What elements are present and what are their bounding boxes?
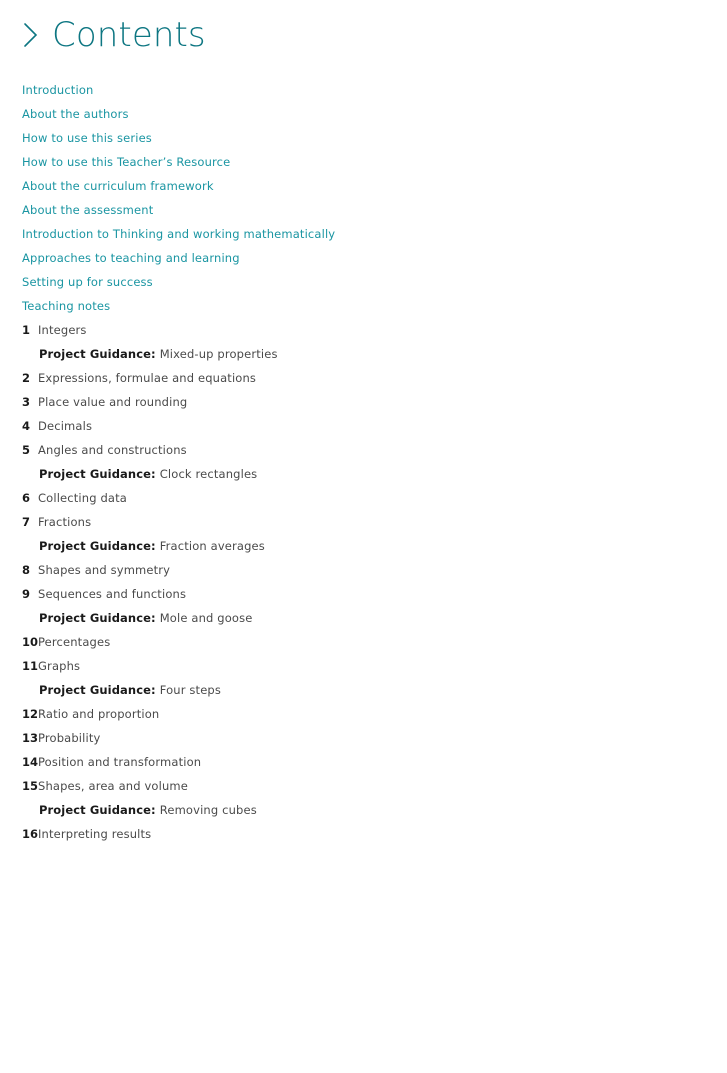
project-guidance-title: Mixed-up properties (159, 347, 278, 361)
chapter-row[interactable] (22, 654, 682, 678)
project-guidance-label: Project Guidance: (39, 683, 156, 697)
chapter-number: 7 (22, 515, 31, 529)
toc-link[interactable]: Teaching notes (22, 299, 111, 313)
project-guidance-title: Four steps (159, 683, 222, 697)
chevron-right-icon (22, 19, 39, 51)
toc-link[interactable]: About the assessment (22, 203, 154, 217)
chapter-number: 15 (22, 779, 39, 793)
toc-link[interactable]: Approaches to teaching and learning (22, 251, 240, 265)
chapter-row[interactable] (22, 822, 682, 846)
toc-link-list (22, 78, 682, 318)
chapter-row[interactable] (22, 702, 682, 726)
chapter-number: 3 (22, 395, 31, 409)
chapter-number: 1 (22, 323, 31, 337)
chapter-title: Ratio and proportion (38, 707, 160, 721)
chapter-row[interactable] (22, 582, 682, 606)
chapter-title: Integers (38, 323, 87, 337)
chapter-number: 4 (22, 419, 31, 433)
chapter-title: Shapes, area and volume (38, 779, 188, 793)
chapter-row[interactable] (22, 510, 682, 534)
chapter-row[interactable] (22, 774, 682, 798)
chapter-number: 2 (22, 371, 31, 385)
chapter-number: 9 (22, 587, 31, 601)
project-guidance-label: Project Guidance: (39, 539, 156, 553)
toc-link[interactable]: How to use this series (22, 131, 152, 145)
chapter-number: 10 (22, 635, 39, 649)
chapter-title: Shapes and symmetry (38, 563, 171, 577)
chapter-number: 6 (22, 491, 31, 505)
toc-link[interactable]: How to use this Teacher’s Resource (22, 155, 231, 169)
project-guidance-title: Mole and goose (159, 611, 253, 625)
chapter-number: 8 (22, 563, 31, 577)
toc-link[interactable]: Introduction to Thinking and working mathematically (22, 227, 336, 241)
toc-link[interactable]: About the authors (22, 107, 129, 121)
chapter-row[interactable] (22, 630, 682, 654)
chapter-row[interactable] (22, 750, 682, 774)
toc-link[interactable]: Setting up for success (22, 275, 153, 289)
chapter-title: Sequences and functions (38, 587, 187, 601)
chapter-title: Angles and constructions (38, 443, 187, 457)
project-guidance-row[interactable] (22, 798, 682, 822)
toc-link[interactable]: Introduction (22, 83, 94, 97)
chapter-number: 11 (22, 659, 39, 673)
chapter-row[interactable] (22, 438, 682, 462)
project-guidance-row[interactable] (22, 606, 682, 630)
chapter-title: Fractions (38, 515, 92, 529)
chapter-row[interactable] (22, 486, 682, 510)
chapter-row[interactable] (22, 726, 682, 750)
chapter-number: 13 (22, 731, 39, 745)
chapter-title: Percentages (38, 635, 111, 649)
chapter-row[interactable] (22, 558, 682, 582)
project-guidance-row[interactable] (22, 342, 682, 366)
chapter-number: 12 (22, 707, 39, 721)
toc-link[interactable]: About the curriculum framework (22, 179, 214, 193)
project-guidance-row[interactable] (22, 462, 682, 486)
project-guidance-label: Project Guidance: (39, 611, 156, 625)
chapter-title: Collecting data (38, 491, 127, 505)
project-guidance-title: Clock rectangles (159, 467, 258, 481)
page-title (22, 15, 206, 55)
chapter-title: Graphs (38, 659, 81, 673)
chapter-number: 14 (22, 755, 39, 769)
chapter-title: Probability (38, 731, 101, 745)
project-guidance-row[interactable] (22, 534, 682, 558)
project-guidance-label: Project Guidance: (39, 467, 156, 481)
chapter-row[interactable] (22, 390, 682, 414)
project-guidance-title: Removing cubes (159, 803, 257, 817)
chapter-title: Interpreting results (38, 827, 152, 841)
chapter-title: Decimals (38, 419, 93, 433)
chapter-list (22, 318, 682, 846)
project-guidance-title: Fraction averages (159, 539, 265, 553)
chapter-title: Position and transformation (38, 755, 202, 769)
project-guidance-label: Project Guidance: (39, 803, 156, 817)
chapter-title: Expressions, formulae and equations (38, 371, 257, 385)
page-title-text: Contents (52, 15, 206, 55)
chapter-row[interactable] (22, 366, 682, 390)
project-guidance-row[interactable] (22, 678, 682, 702)
chapter-number: 5 (22, 443, 31, 457)
chapter-row[interactable] (22, 318, 682, 342)
chapter-title: Place value and rounding (38, 395, 188, 409)
chapter-number: 16 (22, 827, 39, 841)
project-guidance-label: Project Guidance: (39, 347, 156, 361)
chapter-row[interactable] (22, 414, 682, 438)
